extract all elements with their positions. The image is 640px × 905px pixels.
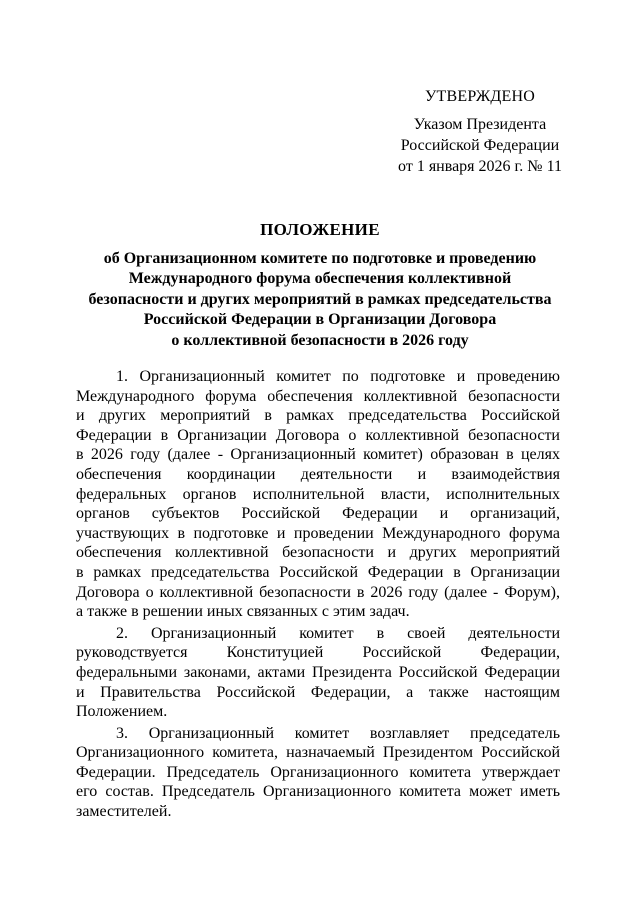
heading-line: об Организационном комитете по подготовке и проведению <box>103 249 537 267</box>
paragraph-line: в рамках председательства Российской Федерации в Организации <box>76 563 560 581</box>
document-heading <box>60 220 580 351</box>
paragraph-line: Организационного комитета, назначаемый Президентом Российской <box>76 744 560 762</box>
heading-line: Российской Федерации в Организации Договора <box>143 311 497 328</box>
paragraph-line: в 2026 году (далее - Организационный комитет) образован в целях <box>76 446 560 464</box>
paragraph-line: 2. Организационный комитет в своей деятельности <box>116 624 560 642</box>
paragraph-line: и других мероприятий в рамках председательства Российской <box>76 407 560 425</box>
approval-line-country: Российской Федерации <box>400 137 560 154</box>
paragraph-line: органов субъектов Российской Федерации и организаций, <box>76 505 560 523</box>
paragraph-line: федеральными законами, актами Президента Российской Федерации <box>76 663 560 681</box>
paragraph-3 <box>76 724 560 822</box>
paragraph-line: Международного форума обеспечения коллективной безопасности <box>76 387 560 405</box>
document-body <box>76 367 560 824</box>
approval-title: УТВЕРЖДЕНО <box>424 88 535 105</box>
paragraph-line: а также в решении иных связанных с этим задач. <box>76 603 410 621</box>
paragraph-line: и Правительства Российской Федерации, а также настоящим <box>76 683 560 701</box>
paragraph-line: обеспечения координации деятельности и взаимодействия <box>76 465 560 483</box>
paragraph-line: заместителей. <box>76 803 172 821</box>
paragraph-line: Федерации. Председатель Организационного комитета утверждает <box>76 763 560 781</box>
approval-line-date: от 1 января 2026 г. № 11 <box>398 158 562 175</box>
heading-line: безопасности и других мероприятий в рамках председательства <box>88 290 552 308</box>
paragraph-line: Положением. <box>76 703 168 721</box>
paragraph-line: Договора о коллективной безопасности в 2026 году (далее - Форум), <box>76 583 560 601</box>
approval-line-decree: Указом Президента <box>413 116 547 133</box>
paragraph-1 <box>76 367 560 622</box>
paragraph-line: участвующих в подготовке и проведении Международного форума <box>76 524 560 542</box>
paragraph-2 <box>76 624 560 722</box>
heading-line: о коллективной безопасности в 2026 году <box>171 331 469 349</box>
approval-stamp <box>380 86 580 177</box>
paragraph-line: 3. Организационный комитет возглавляет председатель <box>116 724 560 742</box>
document-title: ПОЛОЖЕНИЕ <box>260 220 380 239</box>
paragraph-line: Федерации в Организации Договора о коллективной безопасности <box>76 426 560 444</box>
paragraph-line: его состав. Председатель Организационного комитета может иметь <box>76 783 560 801</box>
paragraph-line: обеспечения коллективной безопасности и других мероприятий <box>76 544 560 562</box>
paragraph-line: 1. Организационный комитет по подготовке и проведению <box>116 368 560 385</box>
paragraph-line: федеральных органов исполнительной власти, исполнительных <box>76 485 560 503</box>
heading-line: Международного форума обеспечения коллективной <box>128 270 512 287</box>
paragraph-line: руководствуется Конституцией Российской Федерации, <box>76 644 560 662</box>
